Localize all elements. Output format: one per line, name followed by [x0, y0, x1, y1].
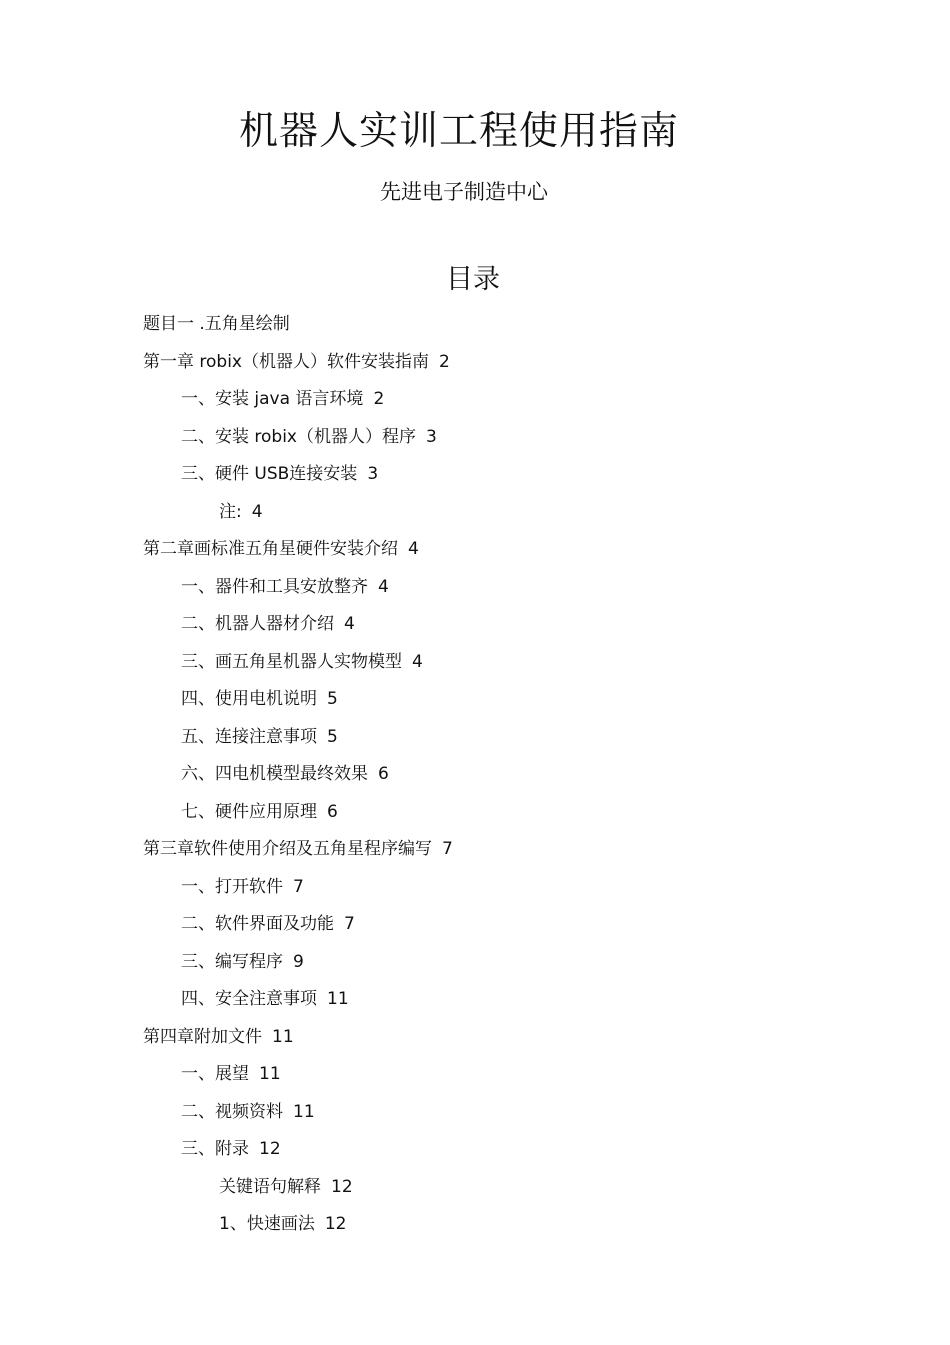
toc-entry-page-number: 11 [327, 989, 349, 1009]
toc-entry-title: 三、附录 [181, 1139, 249, 1159]
toc-entry [0, 608, 950, 646]
toc-entry [0, 1021, 950, 1059]
toc-entry-title: 三、硬件 USB连接安装 [181, 464, 358, 484]
toc-entry-page-number: 5 [327, 689, 338, 709]
toc-entry [0, 421, 950, 459]
toc-entry-page-number: 2 [373, 389, 385, 409]
toc-entry-title: 一、打开软件 [181, 876, 283, 897]
toc-entry [0, 571, 950, 609]
toc-entry-page-number: 7 [344, 914, 355, 934]
toc-entry [0, 1058, 950, 1096]
toc-entry-title: 一、安装 java 语言环境 [181, 389, 364, 409]
toc-entry-title: 六、四电机模型最终效果 [181, 764, 368, 784]
toc-entry-page-number: 11 [272, 1026, 294, 1047]
toc-entry-title: 二、安装 robix（机器人）程序 [181, 426, 416, 447]
toc-entry-title: 二、机器人器材介绍 [181, 614, 334, 634]
toc-entry [0, 1096, 950, 1134]
toc-entry-page-number: 4 [251, 501, 263, 522]
toc-entry [0, 721, 950, 759]
toc-entry [0, 946, 950, 984]
toc-entry-title: 四、安全注意事项 [181, 989, 317, 1009]
toc-entry-page-number: 6 [378, 764, 389, 784]
toc-entry [0, 871, 950, 909]
toc-entry [0, 908, 950, 946]
toc-entry [0, 833, 950, 871]
toc-entry-page-number: 11 [259, 1064, 281, 1084]
table-of-contents [0, 308, 950, 1246]
toc-entry [0, 383, 950, 421]
toc-entry-title: 一、器件和工具安放整齐 [181, 576, 368, 597]
toc-entry [0, 983, 950, 1021]
toc-entry-title: 题目一 .五角星绘制 [143, 314, 290, 334]
toc-entry-title: 三、编写程序 [181, 951, 283, 972]
toc-entry [0, 758, 950, 796]
toc-entry-page-number: 4 [412, 651, 423, 672]
toc-entry [0, 346, 950, 384]
toc-entry-title: 二、视频资料 [181, 1101, 283, 1122]
toc-entry-title: 关键语句解释 [219, 1176, 321, 1197]
toc-entry-page-number: 4 [408, 539, 419, 559]
toc-entry [0, 796, 950, 834]
toc-entry-page-number: 12 [259, 1139, 281, 1159]
toc-heading: 目录 [446, 264, 500, 295]
toc-entry-page-number: 12 [331, 1176, 353, 1197]
toc-entry-title: 五、连接注意事项 [181, 726, 317, 747]
toc-entry [0, 496, 950, 534]
toc-entry-page-number: 11 [293, 1101, 315, 1122]
toc-entry-page-number: 7 [442, 839, 453, 859]
toc-entry-title: 第一章 robix（机器人）软件安装指南 [143, 351, 429, 372]
toc-entry-page-number: 5 [327, 726, 338, 747]
toc-entry-page-number: 6 [327, 801, 338, 822]
toc-entry-page-number: 3 [367, 464, 379, 484]
toc-entry [0, 1133, 950, 1171]
toc-entry-page-number: 2 [439, 351, 450, 372]
toc-entry-title: 1、快速画法 [219, 1214, 315, 1234]
toc-entry [0, 533, 950, 571]
toc-entry [0, 1171, 950, 1209]
toc-entry-title: 注: [219, 501, 242, 522]
toc-entry [0, 646, 950, 684]
toc-entry-title: 二、软件界面及功能 [181, 914, 334, 934]
toc-entry [0, 308, 950, 346]
document-subtitle: 先进电子制造中心 [380, 180, 548, 204]
toc-entry-title: 四、使用电机说明 [181, 689, 317, 709]
toc-entry-title: 第三章软件使用介绍及五角星程序编写 [143, 839, 432, 859]
toc-entry-page-number: 12 [324, 1214, 347, 1234]
toc-entry-page-number: 4 [344, 614, 355, 634]
toc-entry [0, 1208, 950, 1246]
document-title: 机器人实训工程使用指南 [238, 109, 679, 154]
toc-entry-page-number: 3 [426, 426, 437, 447]
toc-entry [0, 683, 950, 721]
toc-entry-title: 七、硬件应用原理 [181, 801, 317, 822]
toc-entry-page-number: 9 [293, 951, 304, 972]
toc-entry-title: 一、展望 [181, 1064, 249, 1084]
toc-entry [0, 458, 950, 496]
toc-entry-page-number: 7 [293, 876, 304, 897]
toc-entry-title: 第四章附加文件 [143, 1026, 262, 1047]
toc-entry-title: 第二章画标准五角星硬件安装介绍 [143, 539, 398, 559]
toc-entry-title: 三、画五角星机器人实物模型 [181, 651, 402, 672]
toc-entry-page-number: 4 [378, 576, 389, 597]
